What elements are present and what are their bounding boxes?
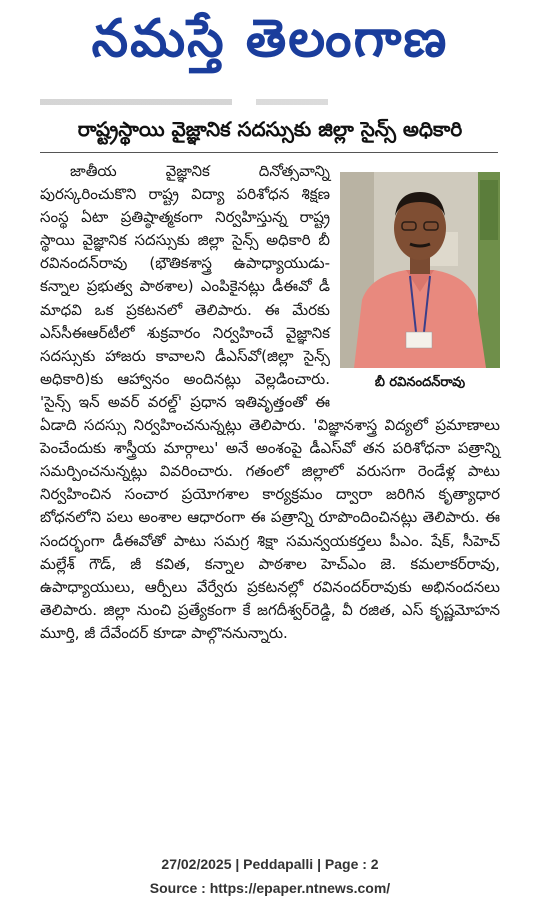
photo-block: [340, 172, 500, 410]
article-paragraph: జాతీయ వైజ్ఞానిక దినోత్సవాన్ని పురస్కరించుకొని రాష్ట్ర విద్యా పరిశోధన శిక్షణ సంస్థ ఏటా ప్రతిష్ఠాత్మకంగా నిర్వహిస్తున్న రాష్ట్ర స్థాయి వైజ్ఞానిక సదస్సుకు జిల్లా సైన్స్‌ అధికారి బీ రవినందన్‌రావు (భౌతికశాస్త్ర ఉపాధ్యాయుడు-కన్నాల ప్రభుత్వ పాఠశాల) ఎంపికైనట్లు డీఈవో డీ మాధవి ఒక ప్రకటనలో తెలిపారు. ఈ మేరకు ఎస్‌సీఈఆర్‌టీలో శుక్రవారం నిర్వహించే వైజ్ఞానిక సదస్సుకు హాజరు కావాలని డీఎస్‌వో(జిల్లా సైన్స్‌ అధికారి)కు ఆహ్వానం అందినట్లు వెల్లడించారు. 'సైన్స్‌ ఇన్‌ అవర్‌ వరల్డ్‌' ప్రధాన ఇతివృత్తంతో ఈ ఏడాది సదస్సు నిర్వహించనున్నట్లు తెలిపారు. 'విజ్ఞానశాస్త్ర విద్యలో ప్రమాణాలు పెంచేందుకు శాస్త్రీయ మార్గాలు' అనే అంశంపై డీఎస్‌వో తన పరిశోధనా పత్రాన్ని సమర్పించనున్నట్లు వివరించారు. గతంలో జిల్లాలో వరుసగా రెండేళ్ల పాటు నిర్వహించిన సంచార ప్రయోగశాల కార్యక్రమం ద్వారా జరిగిన కృత్యాధార బోధనలోని పలు అంశాల ఆధారంగా ఈ పత్రాన్ని రూపొందించినట్లు తెలిపారు. ఈ సందర్భంగా డీఈవోతో పాటు సమగ్ర శిక్షా సమన్వయకర్తలు పీఎం. షేక్‌, సీహెచ్‌ మల్లేశ్‌ గౌడ్‌, జీ కవిత, కన్నాల పాఠశాల హెచ్‌ఎం జె. కమలాకర్‌రావు, ఉపాధ్యాయులు, ఆర్పీలు వేర్వేరు ప్రకటనల్లో రవినందర్‌రావుకు అభినందనలు తెలిపారు. జిల్లా నుంచి ప్రత్యేకంగా కే జగదీశ్వర్‌రెడ్డి, వీ రజిత, ఎస్‌ కృష్ణమోహన మూర్తి, జీ దేవేందర్‌ కూడా పాల్గొననున్నారు.: [40, 162, 500, 642]
newspaper-logo: నమస్తే తెలంగాణ: [91, 8, 449, 69]
photo-caption: బీ రవినందన్‌రావు: [374, 375, 466, 390]
masthead: [0, 6, 540, 84]
article-body: [40, 160, 500, 830]
headline-divider: [40, 152, 498, 153]
portrait-illustration: [340, 172, 500, 368]
portrait-photo: [340, 172, 500, 368]
footer-date-line: 27/02/2025 | Peddapalli | Page : 2: [161, 856, 379, 872]
article-headline: రాష్ట్రస్థాయి వైజ్ఞానిక సదస్సుకు జిల్లా సైన్స్‌ అధికారి: [77, 117, 463, 141]
footer-source-line: Source : https://epaper.ntnews.com/: [149, 880, 391, 896]
clipped-previous-article-edge: [40, 99, 520, 105]
